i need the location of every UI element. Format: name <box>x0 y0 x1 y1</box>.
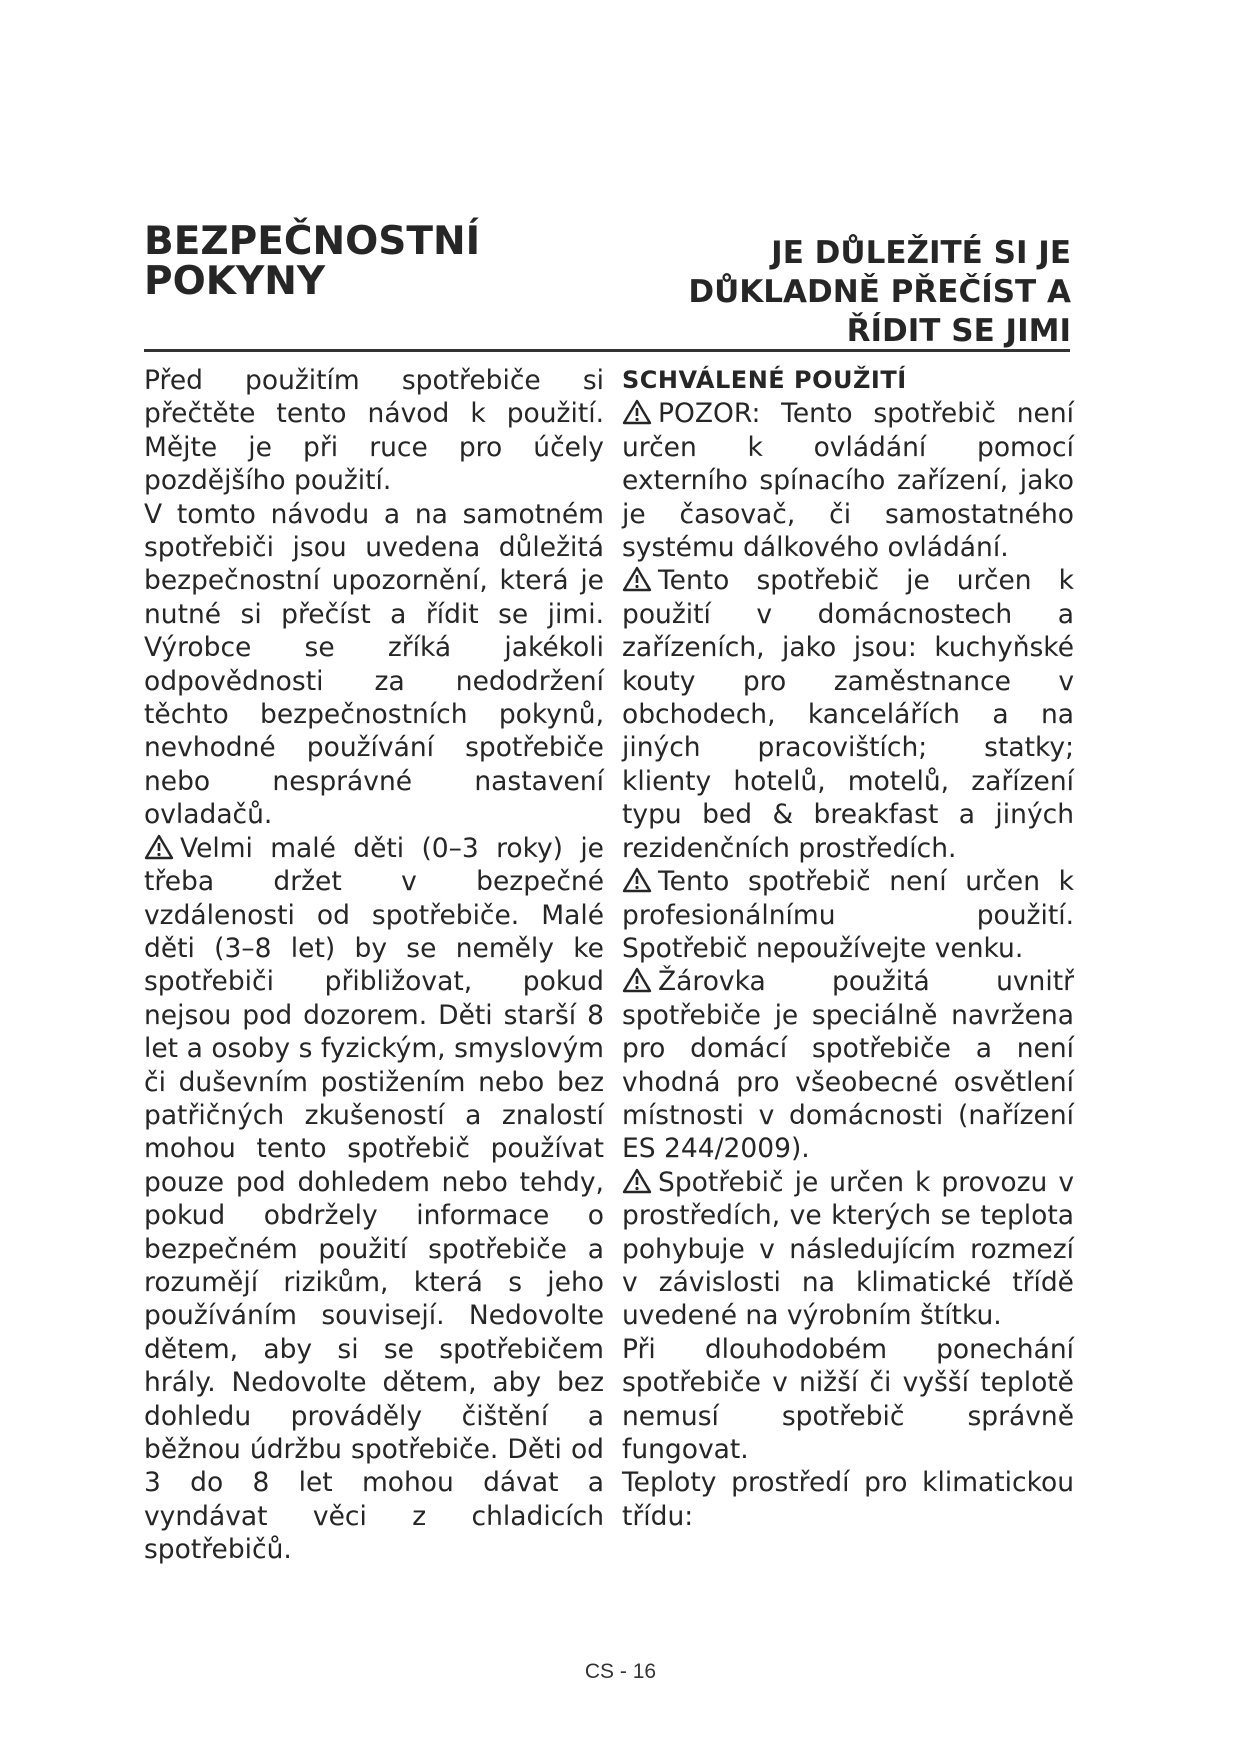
paragraph-external-switch <box>622 397 1074 564</box>
paragraph-safety-warnings: V tomto návodu a na samotném spotřebiči jsou uvedena důležitá bezpečnostní upozornění, která je nutné si přečíst a řídit se jimi. Výrobce se zříká jakékoli odpovědnosti za nedodržení těchto bezpečnostních pokynů, nevhodné používání spotřebiče nebo nesprávné nastavení ovladačů. <box>144 498 604 831</box>
header-divider <box>144 349 1070 352</box>
warning-triangle-icon <box>622 867 652 893</box>
paragraph-operating-temperature <box>622 1166 1074 1333</box>
section-title: BEZPEČNOSTNÍ POKYNY <box>144 219 481 304</box>
paragraph-children-warning <box>144 832 604 1567</box>
children-warning-text: Velmi malé děti (0–3 roky) je třeba držet v bezpečné vzdálenosti od spotřebiče. Malé děti (3–8 let) by se neměly ke spotřebiči přibližovat, pokud nejsou pod dozorem. Děti starší 8 let a osoby s fyzickým, smyslovým či duševním postižením nebo bez patřičných zkušeností a znalostí mohou tento spotřebič používat pouze pod dohledem nebo tehdy, pokud obdržely informace o bezpečném použití spotřebiče a rozumějí rizikům, která s jeho používáním souvisejí. Nedovolte dětem, aby si se spotřebičem hrály. Nedovolte dětem, aby bez dohledu prováděly čištění a běžnou údržbu spotřebiče. Děti od 3 do 8 let mohou dávat a vyndávat věci z chladicích spotřebičů. <box>144 832 604 1566</box>
section-subtitle: JE DŮLEŽITÉ SI JE DŮKLADNĚ PŘEČÍST A ŘÍDIT SE JIMI <box>688 235 1071 349</box>
warning-triangle-icon <box>622 566 652 592</box>
operating-temperature-text: Spotřebič je určen k provozu v prostředích, ve kterých se teplota pohybuje v následujícím rozmezí v závislosti na klimatické třídě uvedené na výrobním štítku. <box>622 1166 1074 1332</box>
external-switch-text: POZOR: Tento spotřebič není určen k ovládání pomocí externího spínacího zařízení, jako je časovač, či samostatného systému dálkového ovládání. <box>622 398 1074 564</box>
warning-triangle-icon <box>622 967 652 993</box>
warning-triangle-icon <box>622 399 652 425</box>
paragraph-household-use <box>622 564 1074 865</box>
paragraph-read-manual: Před použitím spotřebiče si přečtěte tento návod k použití. Mějte je při ruce pro účely pozdějšího použití. <box>144 365 604 497</box>
household-use-text: Tento spotřebič je určen k použití v domácnostech a zařízeních, jako jsou: kuchyňské kouty pro zaměstnance v obchodech, kancelářích a na jiných pracovištích; statky; klienty hotelů, motelů, zařízení typu bed & breakfast a jiných rezidenčních prostředích. <box>622 565 1074 864</box>
paragraph-not-professional <box>622 865 1074 965</box>
page-number: CS - 16 <box>584 1660 657 1683</box>
bulb-text: Žárovka použitá uvnitř spotřebiče je speciálně navržena pro domácí spotřebiče a není vhodná pro všeobecné osvětlení místnosti v domácnosti (nařízení ES 244/2009). <box>622 966 1074 1165</box>
approved-use-heading: SCHVÁLENÉ POUŽITÍ <box>622 366 907 394</box>
not-professional-text: Tento spotřebič není určen k profesionálnímu použití. Spotřebič nepoužívejte venku. <box>622 866 1074 964</box>
paragraph-climate-class: Teploty prostředí pro klimatickou třídu: <box>622 1467 1074 1532</box>
paragraph-bulb <box>622 965 1074 1165</box>
left-column <box>144 364 604 1567</box>
warning-triangle-icon <box>622 1168 652 1194</box>
warning-triangle-icon <box>144 834 174 860</box>
paragraph-temperature-consequence: Při dlouhodobém ponechání spotřebiče v nižší či vyšší teplotě nemusí spotřebič správně fungovat. <box>622 1333 1074 1465</box>
right-column <box>622 364 1074 1533</box>
